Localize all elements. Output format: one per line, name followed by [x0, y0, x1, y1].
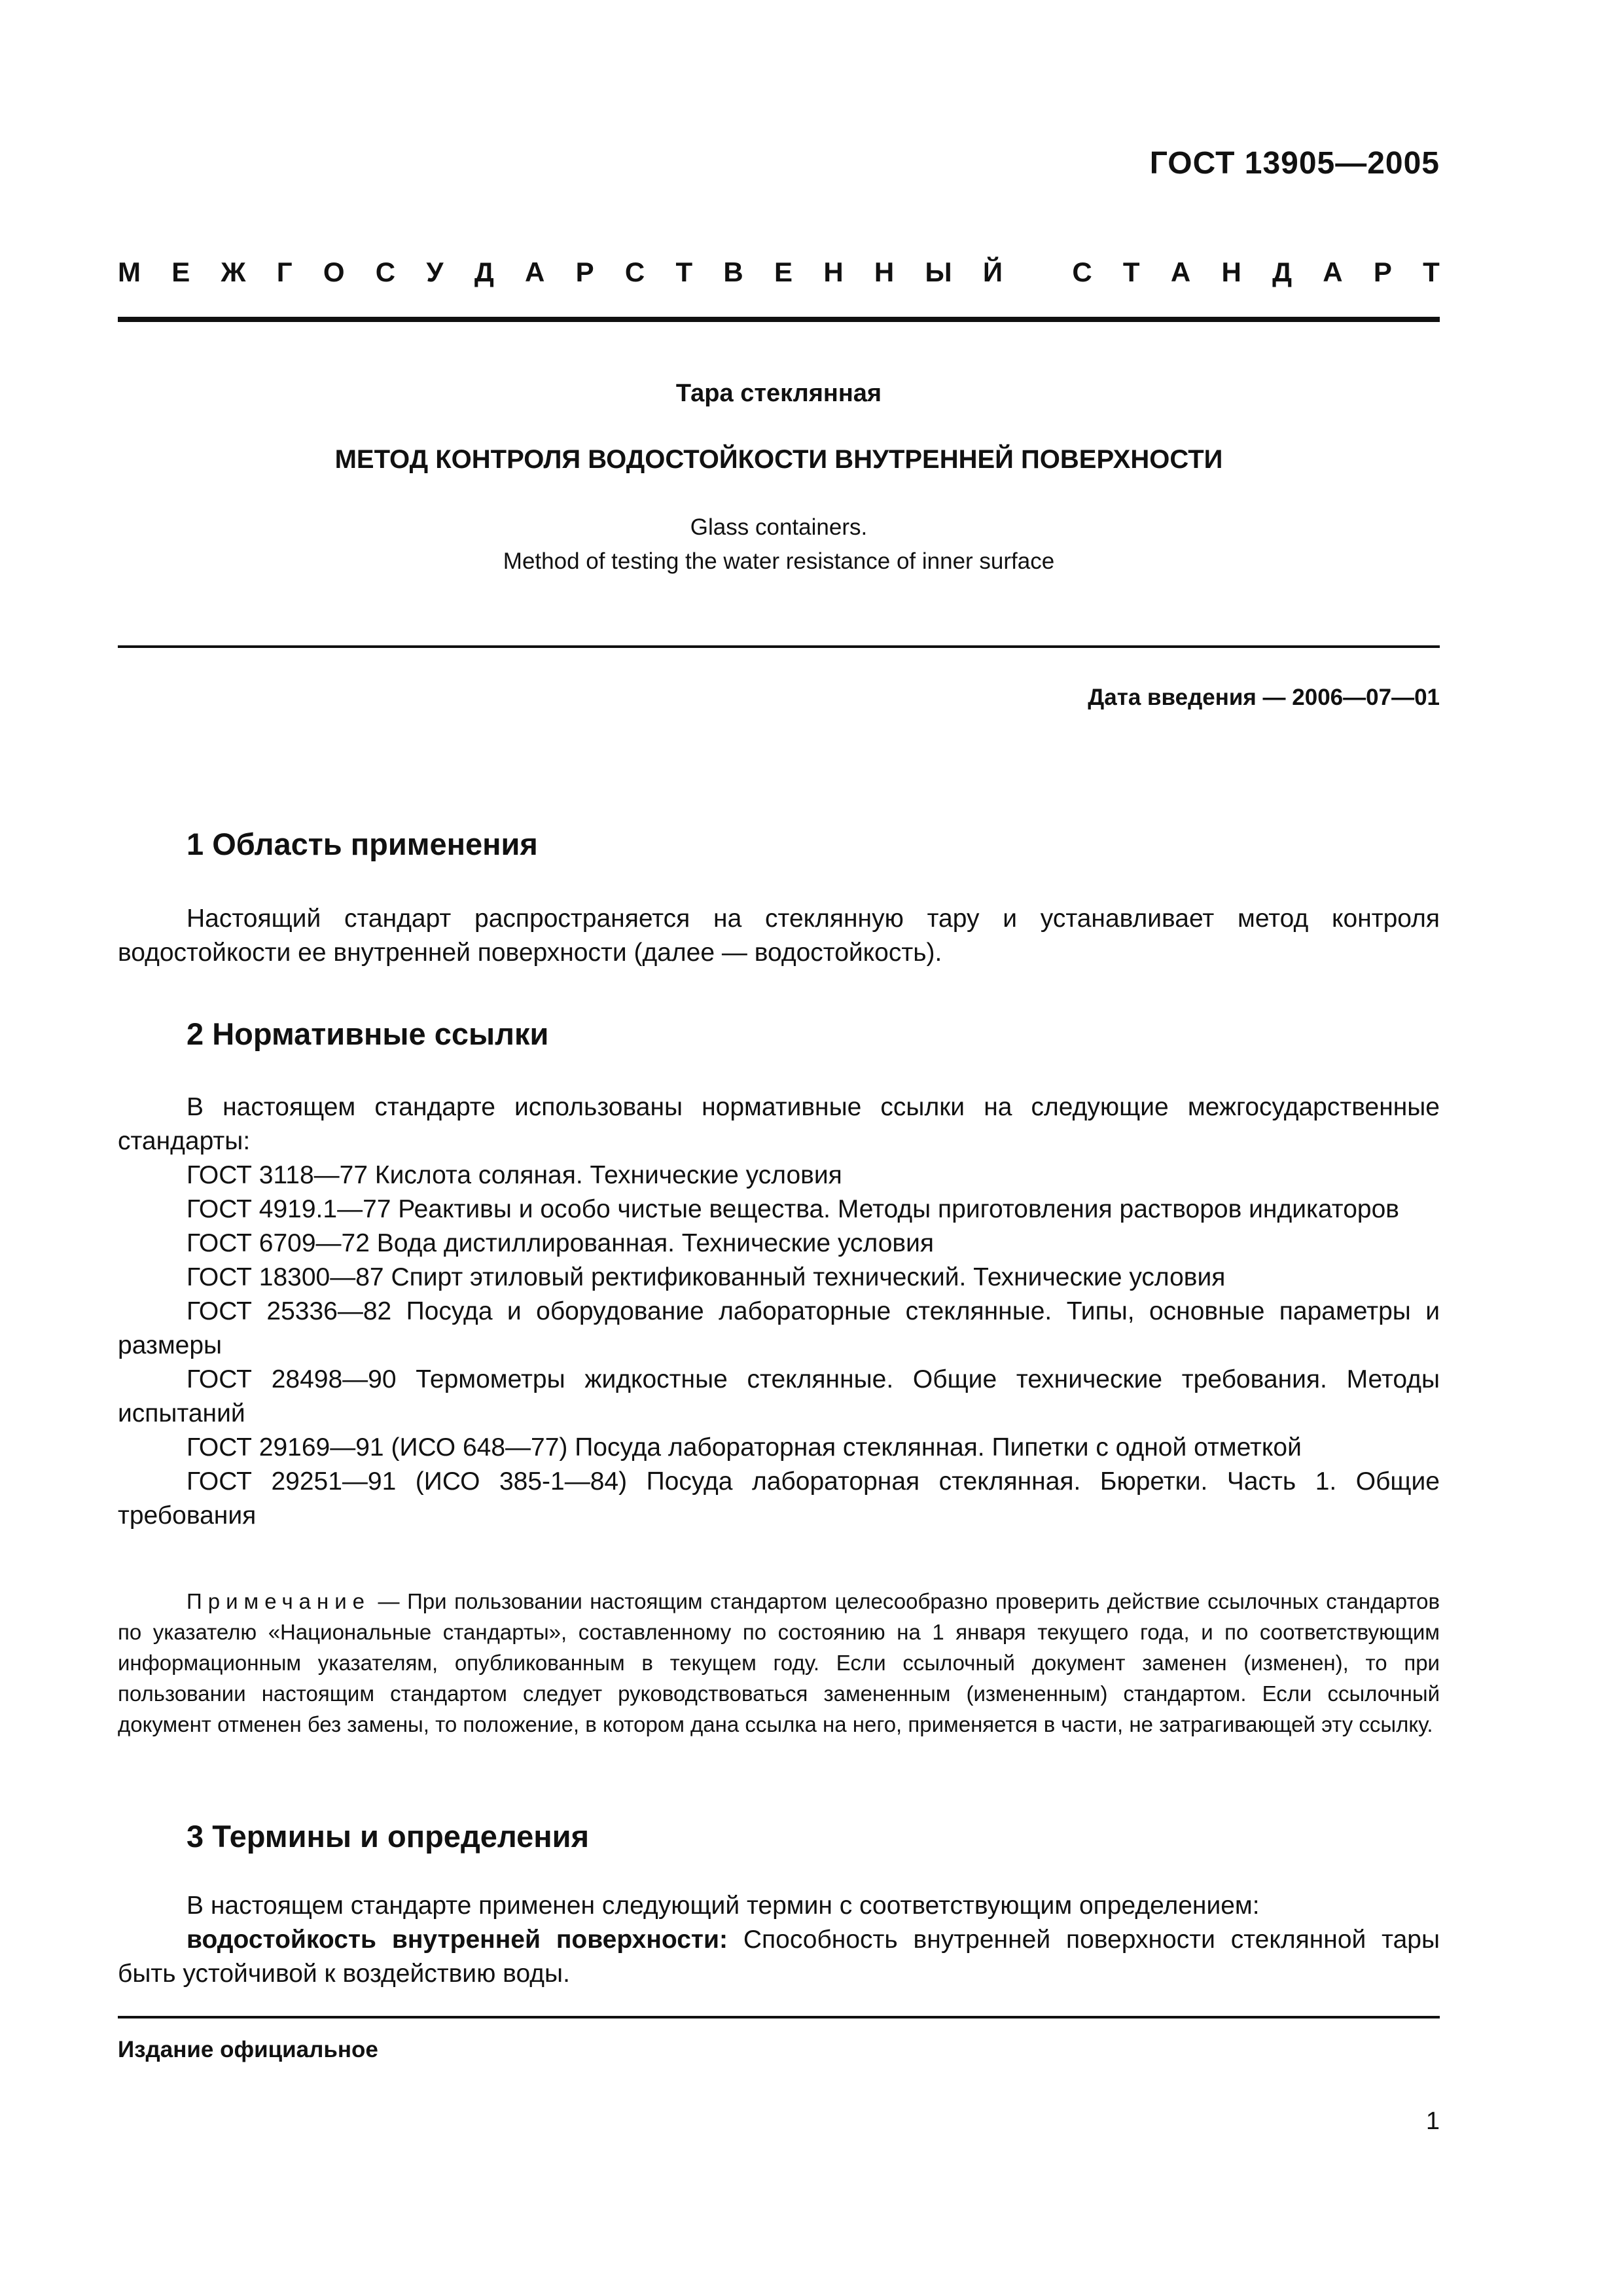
banner-letter: А: [525, 257, 545, 287]
term: водостойкость внутренней поверхности:: [187, 1926, 728, 1954]
reference-item: ГОСТ 29251—91 (ИСО 385-1—84) Посуда лабораторная стеклянная. Бюретки. Часть 1. Общие требования: [118, 1467, 1440, 1530]
banner-letter: Н: [1221, 257, 1241, 287]
section-1-body: [118, 902, 1440, 970]
header-divider: [118, 317, 1440, 322]
section-2-body: [118, 1090, 1440, 1533]
banner-letter: Н: [874, 257, 895, 287]
section-1-heading: 1 Область применения: [187, 827, 538, 861]
banner-letter: У: [426, 257, 444, 287]
reference-item: ГОСТ 4919.1—77 Реактивы и особо чистые вещества. Методы приготовления растворов индикаторов: [187, 1195, 1399, 1223]
section-2-heading: 2 Нормативные ссылки: [187, 1016, 549, 1051]
section-2-note: [118, 1586, 1440, 1740]
banner-letter: М: [118, 257, 141, 287]
banner-letter: Т: [675, 257, 693, 287]
banner-letter: Е: [774, 257, 793, 287]
reference-item: ГОСТ 29169—91 (ИСО 648—77) Посуда лабораторная стеклянная. Пипетки с одной отметкой: [187, 1433, 1302, 1462]
footer-divider: [118, 2016, 1440, 2018]
paragraph: В настоящем стандарте применен следующий термин с соответствующим определением:: [187, 1892, 1260, 1920]
banner-letter: С: [375, 257, 396, 287]
reference-item: ГОСТ 18300—87 Спирт этиловый ректификованный технический. Технические условия: [187, 1263, 1226, 1291]
note-label: Примечание: [187, 1589, 371, 1613]
reference-item: ГОСТ 6709—72 Вода дистиллированная. Технические условия: [187, 1229, 935, 1257]
banner-letter: Д: [1272, 257, 1292, 287]
banner-letter: Д: [474, 257, 494, 287]
banner-gap: [1033, 257, 1041, 288]
page-number: 1: [1425, 2108, 1440, 2135]
reference-item: ГОСТ 28498—90 Термометры жидкостные стеклянные. Общие технические требования. Методы испытаний: [118, 1365, 1440, 1427]
banner-letter: С: [1072, 257, 1092, 287]
banner-letter: Ж: [221, 257, 246, 287]
banner-letter: С: [624, 257, 645, 287]
english-title: [118, 511, 1440, 579]
definition-paragraph: [118, 1923, 1440, 1991]
reference-item: ГОСТ 3118—77 Кислота соляная. Технические условия: [187, 1161, 842, 1189]
banner-letter: А: [1323, 257, 1343, 287]
section-3-body: [118, 1889, 1440, 1991]
banner-letter: Р: [1373, 257, 1392, 287]
english-title-line: Glass containers.: [690, 514, 868, 540]
note-text: — При пользовании настоящим стандартом целесообразно проверить действие ссылочных стандартов по указателю «Национальные стандарты», составленному по состоянию на 1 января текущего года, и по соответствующим информационным указателям, опубликованным в текущем году. Если ссылочный документ заменен (изменен), то при пользовании настоящим стандартом следует руководствоваться замененным (измененным) стандартом. Если ссылочный документ отменен без замены, то положение, в котором дана ссылка на него, применяется в части, не затрагивающей эту ссылку.: [118, 1589, 1440, 1736]
banner-letter: В: [723, 257, 743, 287]
banner-letter: Т: [1423, 257, 1440, 287]
banner-letter: Н: [823, 257, 844, 287]
banner-letter: Р: [575, 257, 594, 287]
paragraph: В настоящем стандарте использованы нормативные ссылки на следующие межгосударственные стандарты:: [118, 1093, 1440, 1155]
banner-letter: Г: [276, 257, 293, 287]
title-divider: [118, 645, 1440, 648]
note-paragraph: [118, 1586, 1440, 1740]
banner-letter: Т: [1122, 257, 1140, 287]
document-subject: Тара стеклянная: [675, 380, 882, 407]
definition: Способность внутренней поверхности стеклянной тары быть устойчивой к воздействию воды.: [118, 1926, 1440, 1988]
document-title: МЕТОД КОНТРОЛЯ ВОДОСТОЙКОСТИ ВНУТРЕННЕЙ ПОВЕРХНОСТИ: [334, 445, 1223, 474]
document-number: ГОСТ 13905—2005: [1149, 146, 1440, 181]
banner-letter: Ы: [925, 257, 952, 287]
section-3-heading: 3 Термины и определения: [187, 1819, 589, 1854]
banner-letter: Й: [982, 257, 1003, 287]
banner-letter: А: [1170, 257, 1191, 287]
official-edition-label: Издание официальное: [118, 2037, 378, 2062]
banner-letter: Е: [171, 257, 190, 287]
introduction-date: Дата введения — 2006—07—01: [1088, 685, 1440, 710]
reference-item: ГОСТ 25336—82 Посуда и оборудование лабораторные стеклянные. Типы, основные параметры и размеры: [118, 1297, 1440, 1359]
standard-banner: [118, 257, 1440, 288]
banner-letter: О: [323, 257, 345, 287]
english-title-line: Method of testing the water resistance of inner surface: [503, 548, 1055, 574]
paragraph: Настоящий стандарт распространяется на стеклянную тару и устанавливает метод контроля водостойкости ее внутренней поверхности (далее — водостойкость).: [118, 905, 1440, 967]
